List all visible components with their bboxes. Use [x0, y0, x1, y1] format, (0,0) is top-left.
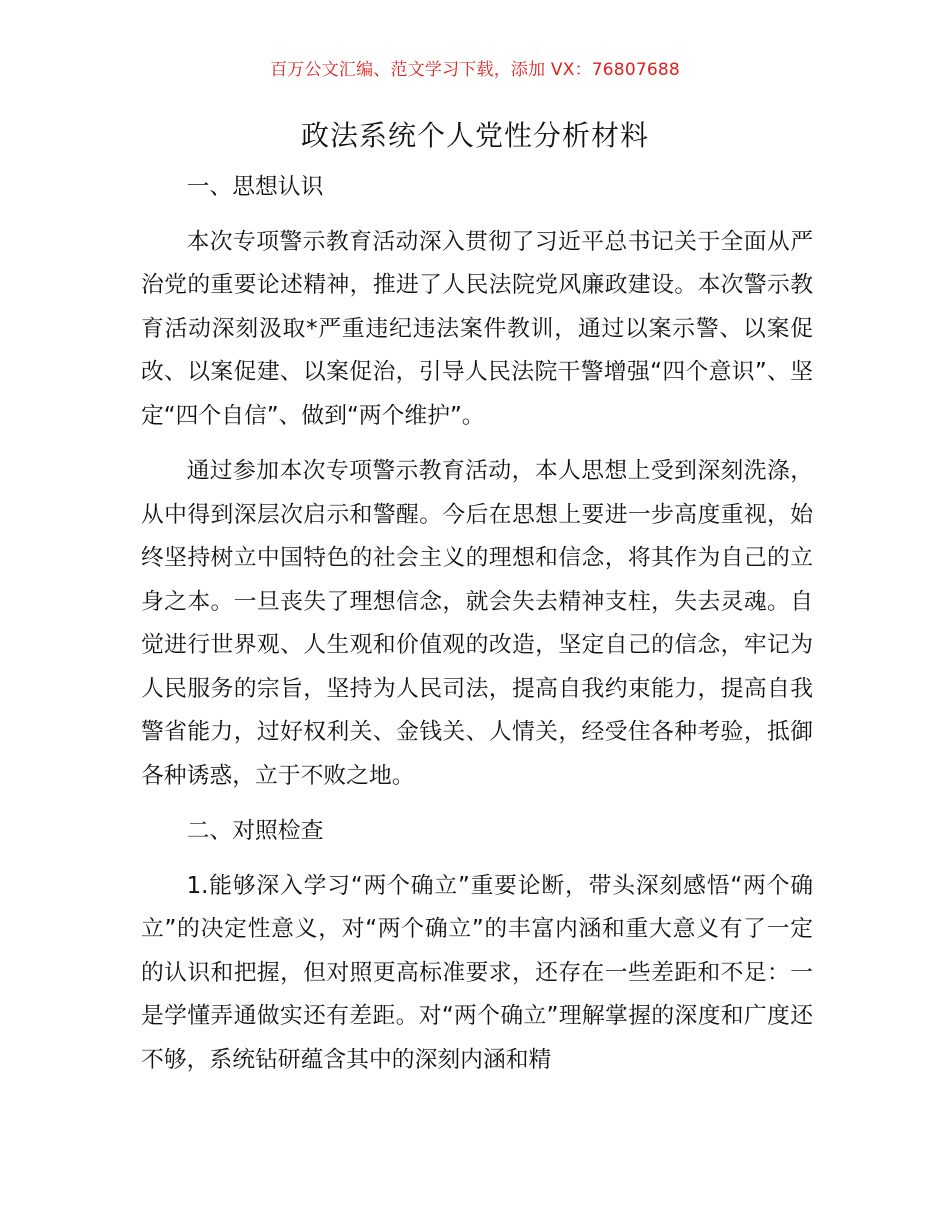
section-heading-check: 二、对照检查: [186, 818, 324, 844]
paragraph-two-establishments: 1.能够深入学习“两个确立”重要论断，带头深刻感悟“两个确立”的决定性意义，对“两个确立”的丰富内涵和重大意义有了一定的认识和把握，但对照更高标准要求，还存在一些差距和不足：一是学懂弄通做实还有差距。对“两个确立”理解掌握的深度和广度还不够，系统钻研蕴含其中的深刻内涵和精: [141, 872, 813, 1073]
section-heading-thinking: 一、思想认识: [186, 174, 324, 200]
paragraph-education-activity: 本次专项警示教育活动深入贯彻了习近平总书记关于全面从严治党的重要论述精神，推进了人民法院党风廉政建设。本次警示教育活动深刻汲取*严重违纪违法案件教训，通过以案示警、以案促改、以案促建、以案促治，引导人民法院干警增强“四个意识”、坚定“四个自信”、做到“两个维护”。: [141, 228, 813, 429]
document-title: 政法系统个人党性分析材料: [300, 119, 649, 152]
document-body: [141, 166, 813, 1094]
watermark-banner: 百万公文汇编、范文学习下载，添加 VX：76807688: [270, 60, 680, 80]
paragraph-personal-reflection: 通过参加本次专项警示教育活动，本人思想上受到深刻洗涤，从中得到深层次启示和警醒。今后在思想上要进一步高度重视，始终坚持树立中国特色的社会主义的理想和信念，将其作为自己的立身之本。一旦丧失了理想信念，就会失去精神支柱，失去灵魂。自觉进行世界观、人生观和价值观的改造，坚定自己的信念，牢记为人民服务的宗旨，坚持为人民司法，提高自我约束能力，提高自我警省能力，过好权利关、金钱关、人情关，经受住各种考验，抵御各种诱惑，立于不败之地。: [141, 458, 813, 789]
